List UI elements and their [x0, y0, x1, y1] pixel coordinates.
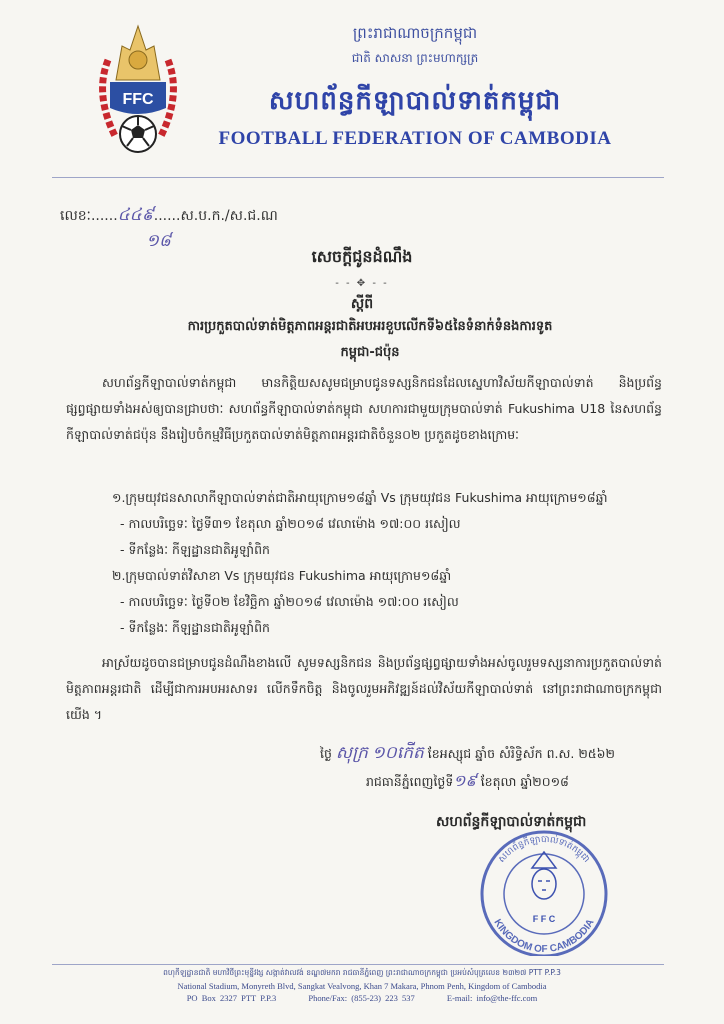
footer-address-khmer: ពហុកីឡដ្ឋានជាតិ មហាវិថីព្រះមុន្នីវង្ស សង្កាត់វាលវង់ ខណ្ឌ៧មករា រាជធានីភ្នំពេញ ព្រះរាជាណាចក្រកម្ពុជា ប្រអប់សំបុត្រលេខ ២៣២៧ PTT P.P.3	[163, 968, 561, 977]
place-day-handwritten: ១៩	[453, 771, 477, 790]
match-2-venue: - ទីកន្លែងៈ កីឡដ្ឋានជាតិអូឡាំពិក	[120, 620, 270, 635]
match-2-date: - កាលបរិច្ឆេទៈ ថ្ងៃទី០២ ខែវិច្ឆិកា ឆ្នាំ២០១៨ វេលាម៉ោង ១៧:០០ រសៀល	[120, 594, 459, 609]
logo-text: FFC	[122, 91, 154, 108]
federation-name-khmer: សហព័ន្ធកីឡាបាល់ទាត់កម្ពុជា	[268, 86, 562, 116]
footer-email[interactable]: E-mail: info@the-ffc.com	[446, 993, 538, 1003]
footer-po-box: PO Box 2327 PTT P.P.3	[186, 993, 277, 1003]
official-stamp	[470, 826, 618, 956]
date-lunar-handwritten: ១០កើត	[371, 743, 424, 763]
place-rest: ខែតុលា ឆ្នាំ២០១៨	[480, 774, 569, 789]
stamp-ring-top: សហព័ន្ធកីឡាបាល់ទាត់កម្ពុជា	[496, 834, 592, 865]
match-1-title: ១.ក្រុមយុវជនសាលាកីឡាបាល់ទាត់ជាតិអាយុក្រោម១៨ឆ្នាំ Vs ក្រុមយុវជន Fukushima អាយុក្រោម១៨ឆ្នាំ	[112, 490, 608, 505]
kingdom-title: ព្រះរាជាណាចក្រកម្ពុជា	[352, 24, 478, 42]
header-divider	[52, 177, 664, 178]
match-1-venue: - ទីកន្លែងៈ កីឡដ្ឋានជាតិអូឡាំពិក	[120, 542, 270, 557]
document-title: សេចក្ដីជូនដំណឹង	[311, 247, 413, 266]
reference-handwritten-number: ៤៤៩	[117, 205, 154, 225]
lunar-date-line	[320, 742, 615, 767]
subject-line-2: កម្ពុជា-ជប៉ុន	[340, 345, 400, 360]
stamp-center-text: F F C	[532, 914, 556, 924]
date-weekday-handwritten: សុក្រ	[335, 743, 368, 763]
signer-name: សហព័ន្ធកីឡាបាល់ទាត់កម្ពុជា	[436, 814, 587, 830]
stamp-ring-bottom: KINGDOM OF CAMBODIA	[491, 917, 597, 956]
place-date-line	[366, 770, 569, 794]
ffc-logo	[88, 20, 188, 162]
footer-contact	[0, 993, 724, 1003]
reference-label: លេខៈ	[60, 208, 91, 224]
reference-handwritten-year: ១៨	[146, 231, 171, 251]
reference-number: លេខៈ......៤៤៩......ស.ប.ក./ស.ជ.ណ	[60, 205, 278, 225]
date-prefix: ថ្ងៃ	[320, 746, 332, 761]
closing-paragraph: អាស្រ័យដូចបានជម្រាបជូនដំណឹងខាងលើ សូមទស្សនិកជន និងប្រព័ន្ធផ្សព្វផ្សាយទាំងអស់ចូលរួមទស្សនាការប្រកួតបាល់ទាត់មិត្តភាពអន្តរជាតិ ដើម្បីជាការអបអរសាទរ លើកទឹកចិត្ត និងចូលរួមអភិវឌ្ឍន៍ដល់វិស័យកីឡាបាល់ទាត់ នៅព្រះរាជាណាចក្រកម្ពុជាយើង ។	[66, 655, 662, 722]
intro-paragraph: សហព័ន្ធកីឡាបាល់ទាត់កម្ពុជា មានកិត្តិយសសូមជម្រាបជូនទស្សនិកជនដែលស្នេហាវិស័យកីឡាបាល់ទាត់ និងប្រព័ន្ធផ្សព្វផ្សាយទាំងអស់ឲ្យបានជ្រាបថាៈ សហព័ន្ធកីឡាបាល់ទាត់កម្ពុជា សហការជាមួយក្រុមបាល់ទាត់ Fukushima U18 នៃសហព័ន្ធកីឡាបាល់ទាត់ជប៉ុន នឹងរៀបចំកម្មវិធីប្រកួតបាល់ទាត់មិត្តភាពអន្តរជាតិចំនួន០២ ប្រកួតដូចខាងក្រោមៈ	[66, 375, 662, 442]
place-prefix: រាជធានីភ្នំពេញថ្ងៃទី	[366, 774, 454, 789]
footer-address: National Stadium, Monyreth Blvd, Sangkat Vealvong, Khan 7 Makara, Phnom Penh, Kingdom of Cambodia	[177, 981, 547, 991]
match-1-date: - កាលបរិច្ឆេទៈ ថ្ងៃទី៣១ ខែតុលា ឆ្នាំ២០១៨ វេលាម៉ោង ១៧:០០ រសៀល	[120, 516, 461, 531]
subject-line-1: ការប្រកួតបាល់ទាត់មិត្តភាពអន្តរជាតិអបអរខួបលើកទី៦៥នៃទំនាក់ទំនងការទូត	[187, 319, 553, 334]
footer-phone: Phone/Fax: (855-23) 223 537	[308, 993, 415, 1003]
match-2-title: ២.ក្រុមបាល់ទាត់វិសាខា Vs ក្រុមយុវជន Fukushima អាយុក្រោម១៨ឆ្នាំ	[112, 568, 452, 583]
federation-name-english: FOOTBALL FEDERATION OF CAMBODIA	[218, 128, 612, 149]
title-separator: - - ✥ - -	[335, 278, 389, 289]
footer-divider	[52, 964, 664, 965]
date-rest: ខែអស្សុជ ឆ្នាំច សំរិទ្ធិស័ក ព.ស. ២៥៦២	[427, 746, 615, 761]
svg-text:សហព័ន្ធកីឡាបាល់ទាត់កម្ពុជា	[497, 833, 591, 865]
subject-label: ស្ដីពី	[350, 296, 374, 312]
national-motto: ជាតិ សាសនា ព្រះមហាក្សត្រ	[351, 51, 479, 65]
reference-suffix: ស.ប.ក./ស.ជ.ណ	[180, 208, 278, 224]
